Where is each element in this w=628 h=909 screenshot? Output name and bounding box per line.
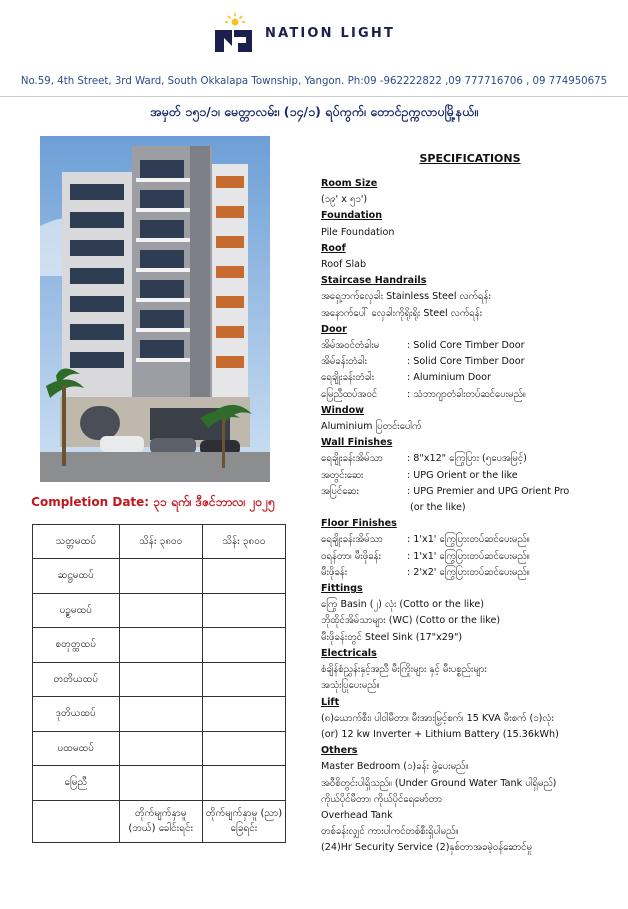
spec-value: (or the like) [407, 502, 466, 514]
price-cell [119, 628, 202, 663]
spec-line [321, 387, 621, 403]
spec-line: အရှေ့ဘက်လှေခါး Stainless Steel လက်ရန်း [321, 291, 491, 303]
spec-line: (၁၉' x ၅၁') [321, 194, 368, 206]
spec-label: ဝရန်တာ၊ မီးဖိုခန်း [321, 550, 381, 562]
table-row [33, 628, 286, 663]
spec-line: Aluminium ပြတင်းပေါက် [321, 421, 422, 433]
floor-price-table [32, 524, 286, 843]
price-cell [202, 697, 285, 732]
price-cell [119, 559, 202, 594]
table-row [33, 662, 286, 697]
table-row [33, 593, 286, 628]
spec-line: အသုံးပြုပေးမည်။ [321, 680, 380, 692]
spec-line: စံချိန်စံညွှန်းနှင့်အညီ မီးကြိုးများ နှင့် မီးပစ္စည်းများ [321, 664, 487, 676]
spec-label: ရေချိုးခန်းအိမ်သာ [321, 534, 383, 546]
spec-value: : Aluminium Door [407, 372, 491, 384]
section-heading: Door [321, 323, 347, 335]
spec-value: : Solid Core Timber Door [407, 356, 525, 368]
spec-value: : 1'x1' ကြွေပြားတပ်ဆင်ပေးမည်။ [407, 534, 530, 546]
company-address: No.59, 4th Street, 3rd Ward, South Okkalapa Township, Yangon. Ph:09 -962222822 ,09 777716706 , 09 774950675 [20, 76, 608, 87]
section-heading: Wall Finishes [321, 437, 393, 449]
spec-value: : သံဘာဂျာတံခါးတပ်ဆင်ပေးမည်။ [407, 388, 526, 400]
section-heading: Room Size [321, 178, 378, 189]
property-address-title: အမှတ် ၁၅၁/၁၊ မေတ္တာလမ်း၊ (၁၄/၁) ရပ်ကွက်၊ တောင်ဥက္ကလာပမြို့နယ်။ [149, 104, 479, 119]
spec-label: ရေချိုးခန်းတံခါး [321, 372, 375, 384]
spec-line: Pile Foundation [321, 226, 395, 238]
spec-line [321, 370, 621, 386]
price-cell [202, 559, 285, 594]
spec-line: မီးဖိုခန်းတွင် Steel Sink (17"x29") [321, 631, 463, 643]
spec-label: အိမ်အဝင်တံခါးမ [321, 340, 380, 352]
brand-name: NATION LIGHT [265, 26, 396, 41]
building-rendering-image [40, 136, 270, 482]
floor-label: ဆဋ္ဌမထပ် [33, 559, 120, 594]
price-cell [119, 593, 202, 628]
spec-label: မီးဖိုခန်း [321, 566, 348, 578]
spec-line [321, 468, 621, 484]
price-cell [202, 662, 285, 697]
floor-label: သတ္တမထပ် [33, 525, 120, 559]
floor-label: စတုတ္ထထပ် [33, 628, 120, 663]
spec-line: တစ်ခန်းလျှင် ကားပါကင်တစ်စီးရှိပါမည်။ [321, 826, 459, 838]
floor-label: ပထမထပ် [33, 731, 120, 766]
spec-line [321, 338, 621, 354]
spec-label: ရေချိုးခန်းအိမ်သာ [321, 453, 383, 465]
price-cell: သိန်း ၃၈၀၀ [119, 525, 202, 559]
table-row [33, 766, 286, 801]
spec-line: ဘိုထိုင်အိမ်သာများ (WC) (Cotto or the like) [321, 615, 501, 627]
spec-line: Overhead Tank [321, 809, 393, 821]
spec-value: : UPG Premier and UPG Orient Pro [407, 485, 570, 497]
floor-label [33, 800, 120, 842]
floor-label: တတိယထပ် [33, 662, 120, 697]
spec-line: (or) 12 kw Inverter + Lithium Battery (15.36kWh) [321, 728, 559, 740]
completion-date: Completion Date: ၃၁ ရက်၊ ဒီဇင်ဘာလ၊ ၂၀၂၅ [31, 495, 275, 509]
section-heading: Fittings [321, 583, 363, 595]
facing-right-label: တိုက်မျက်နှာမူ (ညာ) ခြေရင်း [202, 800, 285, 842]
floor-label: ဒုတိယထပ် [33, 697, 120, 732]
header-divider [0, 96, 628, 97]
section-heading: Window [321, 404, 365, 416]
spec-value: : 2'x2' ကြွေပြားတပ်ဆင်ပေးမည်။ [407, 566, 530, 578]
section-heading: Lift [321, 696, 340, 708]
spec-line: ကြွေ Basin (၂) လုံး (Cotto or the like) [321, 599, 485, 611]
price-cell: သိန်း ၃၈၀၀ [202, 525, 285, 559]
price-cell [202, 593, 285, 628]
section-heading: Floor Finishes [321, 518, 397, 530]
price-cell [202, 766, 285, 801]
price-cell [119, 766, 202, 801]
spec-value: : 1'x1' ကြွေပြားတပ်ဆင်ပေးမည်။ [407, 550, 530, 562]
spec-label: မြေညီထပ်အဝင် [321, 388, 378, 400]
spec-line: Roof Slab [321, 259, 367, 271]
spec-line [321, 549, 621, 565]
spec-label: အတွင်းဆေး [321, 469, 364, 481]
price-cell [202, 731, 285, 766]
facing-left-label: တိုက်မျက်နှာမူ (ဘယ်) ခေါင်းရင်း [119, 800, 202, 842]
spec-line: Master Bedroom (၁)ခန်း ဖွဲ့ပေးမည်။ [321, 761, 469, 773]
section-heading: Foundation [321, 210, 383, 222]
nation-light-logo [212, 12, 258, 56]
table-row [33, 731, 286, 766]
spec-line: ကိုယ်ပိုင်မီတာ၊ ကိုယ်ပိုင်ရေမော်တာ [321, 793, 442, 805]
section-heading: Roof [321, 242, 346, 254]
spec-value: : Solid Core Timber Door [407, 340, 525, 352]
specifications-list [321, 176, 621, 857]
spec-value: : 8"x12" ကြွေပြား (၅ပေအမြင့်) [407, 453, 527, 465]
spec-line [321, 484, 621, 500]
section-heading: Staircase Handrails [321, 275, 427, 287]
section-heading: Others [321, 745, 358, 757]
spec-line [321, 565, 621, 581]
table-row [33, 525, 286, 559]
spec-label: အပြင်ဆေး [321, 485, 359, 497]
floor-label: မြေညီ [33, 766, 120, 801]
table-row [33, 559, 286, 594]
spec-line: (၈)ယောက်စီး၊ ပါဝါမီတာ၊ မီးအားမြှင့်စက်၊ 15 KVA မီးစက် (၁)လုံး [321, 712, 554, 724]
table-row [33, 697, 286, 732]
price-cell [119, 662, 202, 697]
spec-line [321, 451, 621, 467]
spec-line: (24)Hr Security Service (2)နှစ်တာအခမဲ့ဝန်ဆောင်မှု [321, 842, 532, 854]
spec-value: : UPG Orient or the like [407, 469, 518, 481]
spec-line [321, 532, 621, 548]
specifications-title: SPECIFICATIONS [419, 152, 521, 165]
spec-line [321, 354, 621, 370]
spec-line: အနောက်ပေါ် လှေခါးကိုရိုးရိုး Steel လက်ရန်း [321, 307, 483, 319]
section-heading: Electricals [321, 647, 377, 659]
price-cell [119, 731, 202, 766]
price-cell [202, 628, 285, 663]
spec-label: အိမ်ခန်းတံခါး [321, 356, 367, 368]
spec-line: အဝီစိတွင်းပါရှိသည်။ (Under Ground Water Tank ပါရှိမည်) [321, 777, 557, 789]
spec-line [321, 500, 621, 516]
floor-label: ပဉ္စမထပ် [33, 593, 120, 628]
price-cell [119, 697, 202, 732]
table-row [33, 800, 286, 842]
